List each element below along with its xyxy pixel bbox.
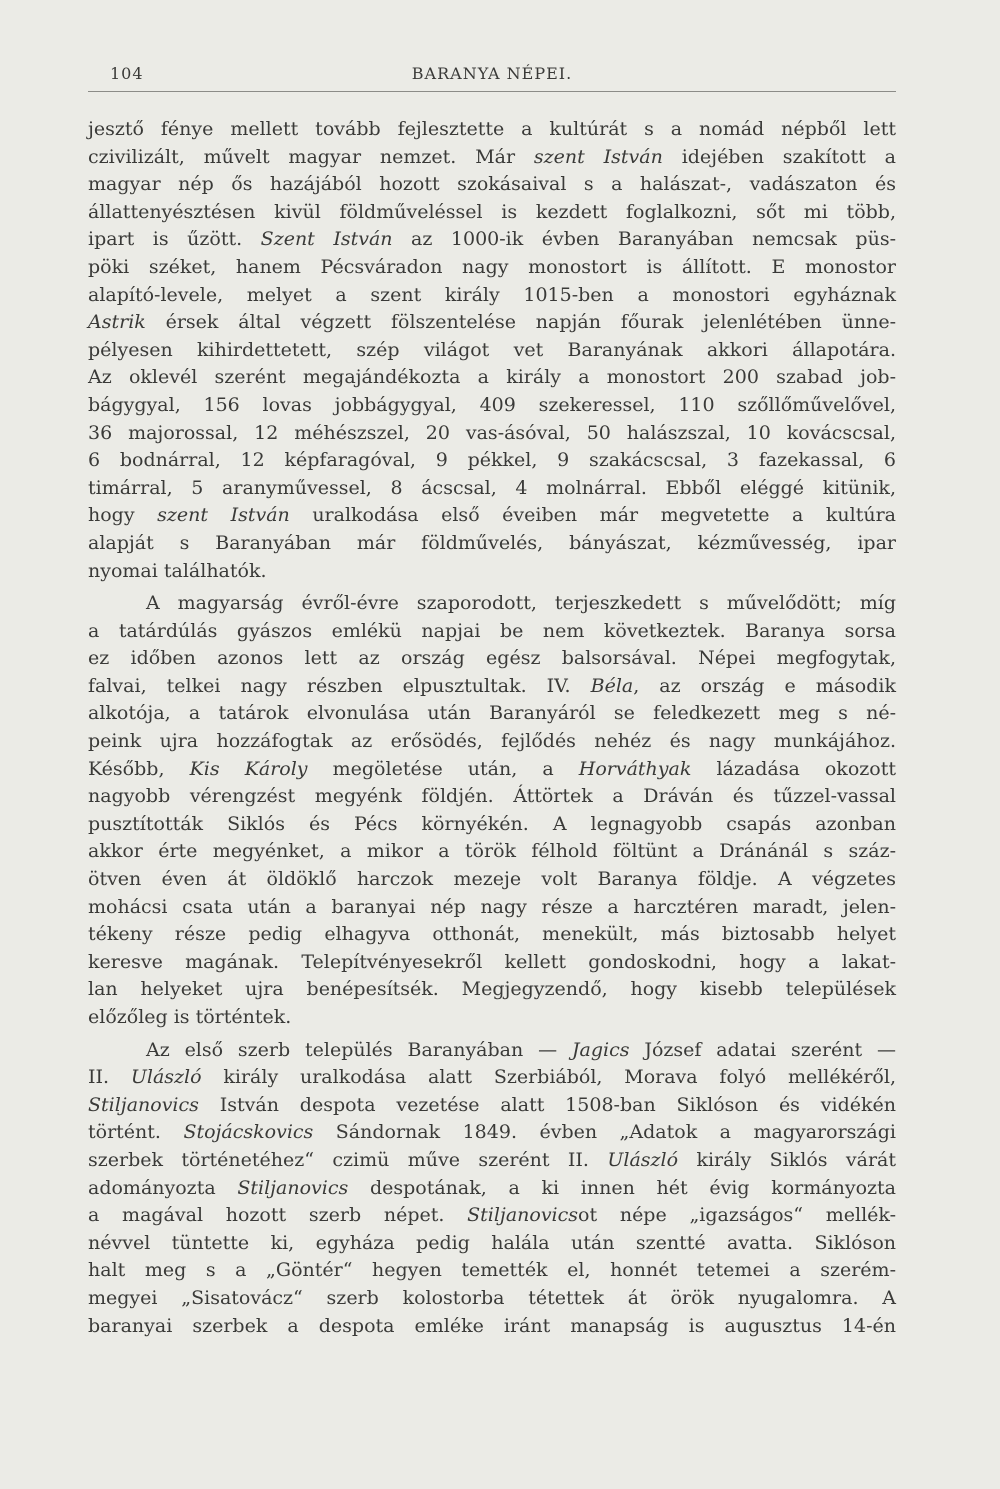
text-line: a magával hozott szerb népet. Stiljanovicsot népe „igazságos“ mellék-	[88, 1204, 896, 1227]
text-line: hogy szent István uralkodása első éveiben már megvetette a kultúra	[88, 504, 896, 527]
text-line: II. Ulászló király uralkodása alatt Szerbiából, Morava folyó mellékéről,	[88, 1066, 896, 1089]
text-line: baranyai szerbek a despota emléke iránt manapság is augusztus 14-én	[88, 1314, 896, 1337]
text-line: pöki széket, hanem Pécsváradon nagy monostort is állított. E monostor	[88, 255, 896, 278]
text-line: Az első szerb település Baranyában — Jagics József adatai szerént —	[146, 1038, 896, 1061]
text-line: ipart is űzött. Szent István az 1000-ik évben Baranyában nemcsak püs-	[88, 228, 896, 251]
text-line: alapját s Baranyában már földművelés, bányászat, kézművesség, ipar	[88, 531, 896, 554]
text-line: pusztították Siklós és Pécs környékén. A legnagyobb csapás azonban	[88, 812, 896, 835]
text-line: állattenyésztésen kivül földműveléssel is kezdett foglalkozni, sőt mi több,	[88, 200, 896, 223]
text-line: alkotója, a tatárok elvonulása után Baranyáról se feledkezett meg s né-	[88, 702, 896, 725]
text-line: A magyarság évről-évre szaporodott, terjeszkedett s művelődött; míg	[146, 592, 896, 615]
body-text	[88, 116, 896, 1340]
text-line: szerbek történetéhez“ czimü műve szerént II. Ulászló király Siklós várát	[88, 1148, 896, 1171]
page-number: 104	[110, 64, 144, 83]
text-line: nyomai találhatók.	[88, 559, 267, 582]
text-line: timárral, 5 aranyművessel, 8 ácscsal, 4 molnárral. Ebből eléggé kitünik,	[88, 476, 896, 499]
text-line: megyei „Sisatovácz“ szerb kolostorba tétettek át örök nyugalomra. A	[88, 1286, 896, 1309]
text-line: czivilizált, művelt magyar nemzet. Már szent István idejében szakított a	[88, 145, 897, 168]
text-line: 6 bodnárral, 12 képfaragóval, 9 pékkel, 9 szakácscsal, 3 fazekassal, 6	[88, 449, 896, 472]
text-line: alapító-levele, melyet a szent király 1015-ben a monostori egyháznak	[88, 283, 896, 306]
text-line: mohácsi csata után a baranyai nép nagy része a harcztéren maradt, jelen-	[88, 895, 896, 918]
text-line: Később, Kis Károly megöletése után, a Horváthyak lázadása okozott	[88, 757, 896, 780]
text-line: Astrik érsek által végzett fölszentelése napján főurak jelenlétében ünne-	[88, 311, 896, 334]
paragraph-2	[88, 590, 896, 1032]
text-line: keresve magának. Telepítvényesekről kellett gondoskodni, hogy a lakat-	[88, 950, 896, 973]
text-line: tékeny része pedig elhagyva otthonát, menekült, más biztosabb helyet	[88, 923, 896, 946]
text-line: halt meg s a „Göntér“ hegyen temették el, honnét tetemei a szerém-	[88, 1259, 896, 1282]
paragraph-1	[88, 116, 896, 585]
text-line: előzőleg is történtek.	[88, 1006, 292, 1028]
text-line: 36 majorossal, 12 méhészszel, 20 vas-ásóval, 50 halászszal, 10 kovácscsal,	[88, 421, 896, 444]
text-line: ez időben azonos lett az ország egész balsorsával. Népei megfogytak,	[88, 647, 896, 670]
text-line: Az oklevél szerént megajándékozta a király a monostort 200 szabad job-	[88, 366, 896, 389]
text-line: nagyobb vérengzést megyénk földjén. Áttörtek a Dráván és tűzzel-vassal	[88, 785, 896, 808]
header-rule	[88, 91, 896, 92]
text-line: bágygyal, 156 lovas jobbágygyal, 409 szekeressel, 110 szőllőművelővel,	[88, 393, 896, 416]
text-line: ötven éven át öldöklő harczok mezeje volt Baranya földje. A végzetes	[88, 868, 896, 891]
text-line: adományozta Stiljanovics despotának, a ki innen hét évig kormányozta	[88, 1176, 896, 1199]
running-head: BARANYA NÉPEI.	[411, 64, 573, 83]
text-line: falvai, telkei nagy részben elpusztultak. IV. Béla, az ország e második	[88, 674, 896, 697]
text-line: magyar nép ős hazájából hozott szokásaival s a halászat-, vadászaton és	[88, 173, 896, 196]
text-line: peink ujra hozzáfogtak az erősödés, fejlődés nehéz és nagy munkájához.	[88, 730, 896, 753]
page-header	[88, 62, 896, 88]
text-line: jesztő fénye mellett tovább fejlesztette a kultúrát s a nomád népből lett	[88, 118, 896, 140]
text-line: akkor érte megyénket, a mikor a török félhold föltünt a Dránánál s száz-	[88, 840, 896, 863]
text-line: lan helyeket ujra benépesítsék. Megjegyzendő, hogy kisebb települések	[88, 978, 896, 1001]
text-line: a tatárdúlás gyászos emlékü napjai be nem következtek. Baranya sorsa	[88, 619, 896, 642]
text-line: történt. Stojácskovics Sándornak 1849. évben „Adatok a magyarországi	[88, 1121, 896, 1144]
text-line: Stiljanovics István despota vezetése alatt 1508-ban Siklóson és vidékén	[88, 1093, 896, 1116]
text-line: pélyesen kihirdettetett, szép világot vet Baranyának akkori állapotára.	[88, 338, 896, 361]
paragraph-3	[88, 1037, 896, 1341]
text-line: névvel tüntette ki, egyháza pedig halála után szentté avatta. Siklóson	[88, 1231, 896, 1254]
